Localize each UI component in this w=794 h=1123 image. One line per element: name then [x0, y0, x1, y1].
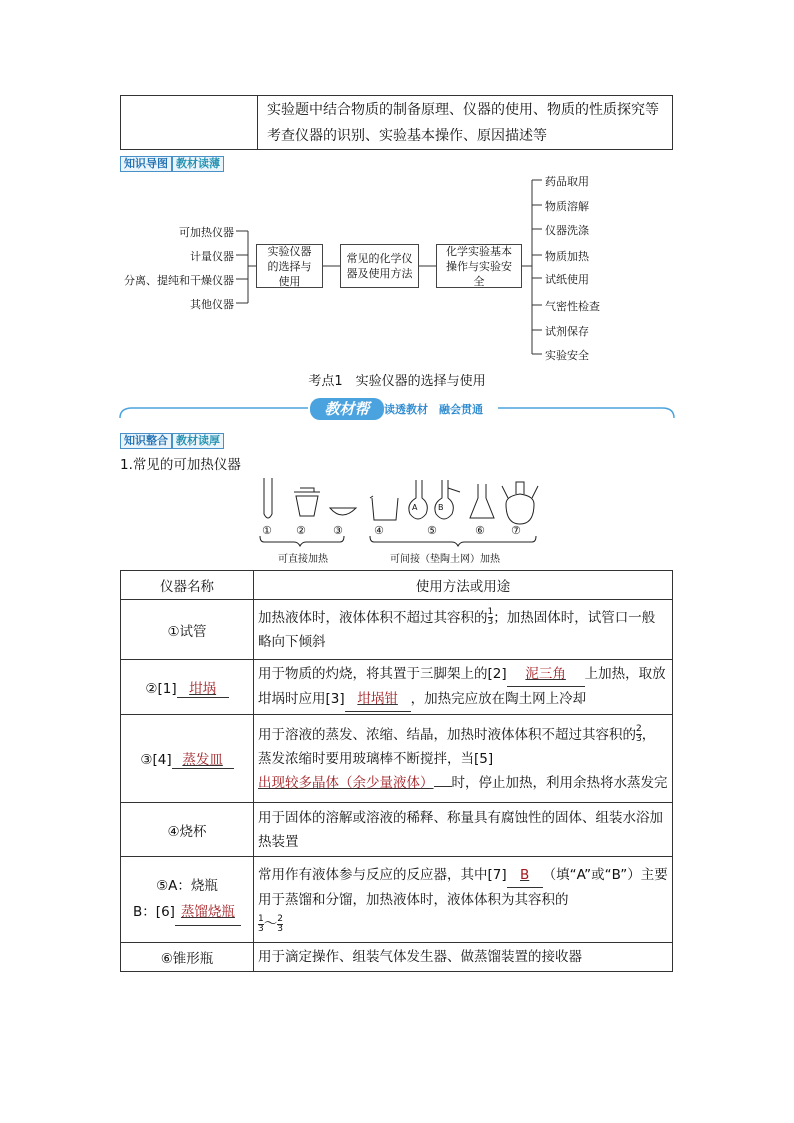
answer-1: 坩埚	[189, 680, 217, 697]
fraction-one-third: $\frac{1}{3}$	[487, 607, 494, 627]
mindmap-right-1: 药品取用	[545, 175, 589, 188]
mindmap-right-2: 物质溶解	[545, 200, 589, 213]
answer-2: 泥三角	[525, 666, 566, 682]
three-neck-flask-icon	[502, 482, 538, 524]
mindmap-right-4: 物质加热	[545, 250, 589, 263]
banner-title: 教材帮	[310, 398, 384, 420]
mindmap-box-selection: 实验仪器的选择与使用	[256, 244, 323, 288]
mindmap-right-8: 实验安全	[545, 349, 589, 362]
table-row	[121, 857, 673, 943]
crucible-icon	[294, 488, 320, 516]
tag-read-thin: 教材读薄	[172, 156, 224, 172]
header-usage: 使用方法或用途	[254, 571, 673, 600]
top-table	[120, 95, 673, 150]
answer-7: B	[519, 867, 530, 883]
section-title: 考点1 实验仪器的选择与使用	[308, 374, 486, 389]
label-2: ②	[296, 524, 306, 537]
name-test-tube: ①试管	[121, 600, 254, 660]
tag-group-mindmap	[120, 152, 224, 172]
cell-divider	[257, 96, 258, 149]
mindmap-left-4: 其他仪器	[190, 298, 234, 311]
label-7: ⑦	[511, 524, 521, 537]
label-3: ③	[333, 524, 343, 537]
mindmap-box-instruments: 常见的化学仪器及使用方法	[340, 244, 419, 288]
table-header-row	[121, 571, 673, 600]
evaporating-dish-icon	[330, 508, 356, 515]
test-tube-icon	[264, 478, 272, 518]
name-conical-flask: ⑥锥形瓶	[121, 943, 254, 972]
caption-direct: 可直接加热	[278, 554, 328, 565]
label-1: ①	[262, 524, 272, 537]
tag-read-thick: 教材读厚	[172, 433, 224, 449]
banner-subtitle: 读透教材 融会贯通	[384, 403, 483, 416]
usage-flask: 常用作有液体参与反应的反应器，其中[7] B （填“A”或“B”）主要用于蒸馏和分馏，加热液体时，液体体积为其容积的 $\frac{1}{3}$ ～ $\frac{2}{3}$	[254, 857, 673, 943]
fraction-one-third-b: $\frac{1}{3}$	[258, 913, 264, 934]
tag-knowledge-integration: 知识整合	[120, 433, 172, 449]
table-row	[121, 715, 673, 803]
answer-3: 坩埚钳	[357, 691, 398, 707]
usage-test-tube: 加热液体时，液体体积不超过其容积的 $\frac{1}{3}$ ；加热固体时，试管口一般略向下倾斜	[254, 600, 673, 660]
flask-letter-a: A	[412, 503, 418, 512]
tag-knowledge-map: 知识导图	[120, 156, 172, 172]
tag-group-integration	[120, 429, 224, 449]
distilling-flask-icon	[435, 480, 460, 519]
table-row	[121, 600, 673, 660]
fraction-two-thirds-b: $\frac{2}{3}$	[277, 913, 283, 934]
mindmap-right-5: 试纸使用	[545, 273, 589, 286]
header-name: 仪器名称	[121, 571, 254, 600]
name-beaker: ④烧杯	[121, 803, 254, 857]
beaker-icon	[370, 496, 398, 520]
usage-beaker: 用于固体的溶解或溶液的稀释、称量具有腐蚀性的固体、组装水浴加热装置	[254, 803, 673, 857]
usage-conical-flask: 用于滴定操作、组装气体发生器、做蒸馏装置的接收器	[254, 943, 673, 972]
table-row	[121, 943, 673, 972]
usage-evaporating-dish: 用于溶液的蒸发、浓缩、结晶，加热时液体体积不超过其容积的 $\frac{2}{3}$ ，蒸发浓缩时要用玻璃棒不断搅拌，当[5]出现较多晶体（余少量液体） 时，停止加热，利用余热将水蒸发完	[254, 715, 673, 803]
mindmap-left-2: 计量仪器	[190, 250, 234, 263]
conical-flask-icon	[470, 484, 494, 518]
mindmap-left-1: 可加热仪器	[179, 226, 234, 239]
name-evaporating-dish: ③[4] 蒸发皿	[121, 715, 254, 803]
mindmap-box-operations: 化学实验基本操作与实验安全	[436, 244, 522, 288]
top-text-line2: 考查仪器的识别、实验基本操作、原因描述等	[267, 128, 547, 144]
answer-6: 蒸馏烧瓶	[180, 904, 235, 920]
mindmap-right-7: 试剂保存	[545, 325, 589, 338]
caption-indirect: 可间接（垫陶土网）加热	[390, 554, 500, 565]
label-4: ④	[374, 524, 384, 537]
table-row	[121, 803, 673, 857]
flask-a-icon	[409, 480, 427, 519]
heading-heatable: 1.常见的可加热仪器	[120, 457, 241, 473]
mindmap-right-6: 气密性检查	[545, 300, 600, 313]
answer-4: 蒸发皿	[182, 752, 223, 768]
flask-letter-b: B	[438, 503, 444, 512]
table-row	[121, 660, 673, 715]
answer-5: 出现较多晶体（余少量液体）	[258, 774, 434, 791]
instrument-table	[120, 570, 673, 972]
mindmap-right-3: 仪器洗涤	[545, 224, 589, 237]
name-crucible: ②[1] 坩埚	[121, 660, 254, 715]
name-flask: ⑤A：烧瓶 B：[6] 蒸馏烧瓶	[121, 857, 254, 943]
fraction-two-thirds: $\frac{2}{3}$	[636, 724, 642, 744]
mindmap-left-3: 分离、提纯和干燥仪器	[124, 274, 234, 287]
label-5: ⑤	[427, 524, 437, 537]
label-6: ⑥	[475, 524, 485, 537]
top-text-line1: 实验题中结合物质的制备原理、仪器的使用、物质的性质探究等	[267, 102, 659, 118]
usage-crucible: 用于物质的灼烧，将其置于三脚架上的[2] 泥三角 上加热，取放坩埚时应用[3] 坩埚钳 ，加热完应放在陶土网上冷却	[254, 660, 673, 715]
